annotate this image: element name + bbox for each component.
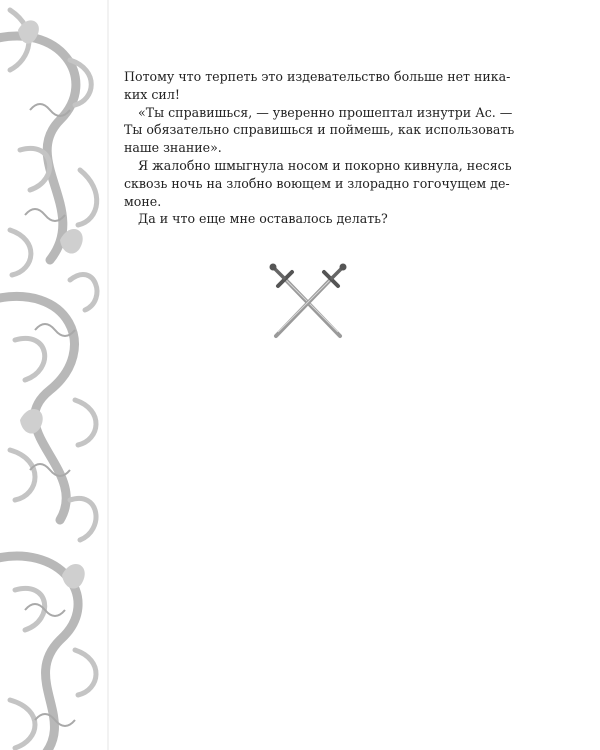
body-text (124, 68, 515, 228)
text-line: «Ты справишься, — уверенно прошептал изнутри Ас. — (138, 104, 513, 120)
text-line: Я жалобно шмыгнула носом и покорно кивнула, несясь (138, 157, 512, 173)
text-line: моне. (124, 193, 162, 209)
text-line: Да и что еще мне оставалось делать? (138, 211, 388, 227)
text-line: ких сил! (124, 86, 180, 102)
floral-ornament-border (0, 0, 110, 750)
text-line: наше знание». (124, 140, 222, 156)
text-line: Ты обязательно справишься и поймешь, как использовать (124, 122, 515, 138)
text-line: сквозь ночь на злобно воющем и злорадно гогочущем де- (124, 175, 510, 191)
text-line: Потому что терпеть это издевательство больше нет ника- (124, 69, 511, 84)
crossed-swords-icon (266, 262, 350, 346)
